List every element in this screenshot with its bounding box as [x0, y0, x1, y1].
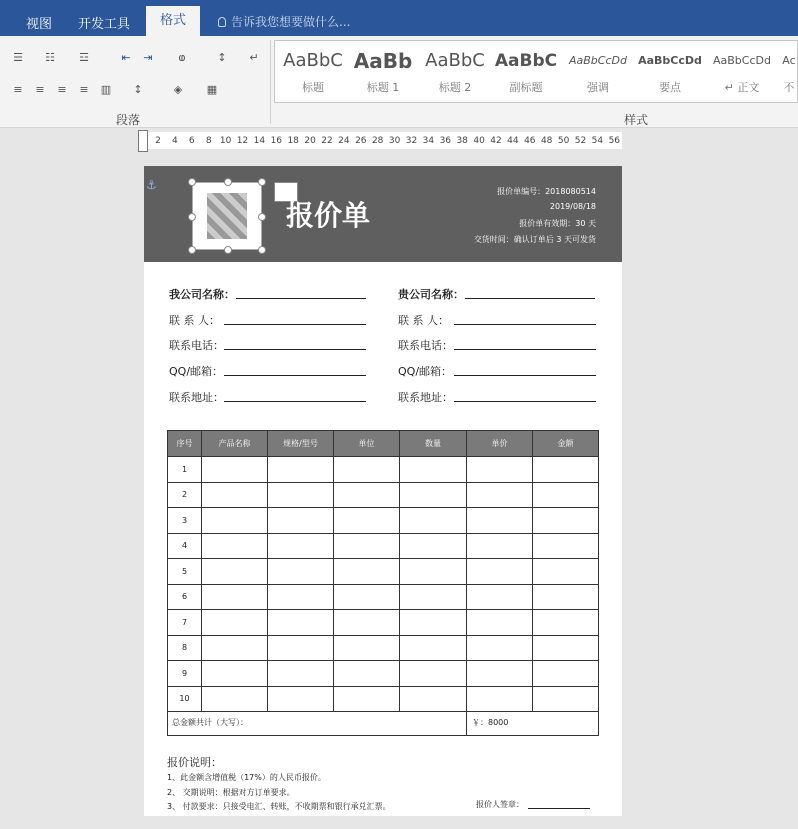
total-divider: [466, 711, 467, 735]
row-index[interactable]: 3: [168, 508, 202, 534]
resize-handle[interactable]: [188, 178, 196, 186]
table-cell[interactable]: [334, 610, 400, 636]
table-cell[interactable]: [268, 584, 334, 610]
justify-icon[interactable]: ≡: [79, 82, 89, 96]
table-cell[interactable]: [400, 610, 467, 636]
table-cell[interactable]: [202, 508, 268, 534]
table-cell[interactable]: [533, 457, 599, 483]
table-cell[interactable]: [268, 686, 334, 712]
resize-handle[interactable]: [224, 178, 232, 186]
table-row: [168, 508, 599, 534]
resize-handle[interactable]: [258, 213, 266, 221]
row-index[interactable]: 7: [168, 610, 202, 636]
ruler-number: 14: [253, 136, 266, 146]
email-label: QQ/邮箱：: [169, 365, 224, 378]
table-cell[interactable]: [202, 482, 268, 508]
resize-handle[interactable]: [188, 246, 196, 254]
table-row: [168, 482, 599, 508]
resize-handle[interactable]: [258, 246, 266, 254]
table-row: [168, 610, 599, 636]
table-cell[interactable]: [467, 661, 533, 687]
ruler-number: 44: [507, 136, 519, 146]
table-cell[interactable]: [334, 559, 400, 585]
table-cell[interactable]: [400, 533, 467, 559]
table-cell[interactable]: [400, 686, 467, 712]
table-cell[interactable]: [467, 686, 533, 712]
address-label: 联系地址：: [169, 391, 224, 404]
client-phone-field[interactable]: [454, 349, 596, 350]
client-company-label: 贵公司名称：: [398, 288, 464, 301]
row-index[interactable]: 6: [168, 584, 202, 610]
row-index[interactable]: 1: [168, 457, 202, 483]
style-strong[interactable]: AaBbCcDd 要点: [638, 54, 702, 94]
ruler-number: 2: [155, 136, 161, 146]
table-cell[interactable]: [467, 584, 533, 610]
our-company-label: 我公司名称：: [169, 288, 235, 301]
client-address-field[interactable]: [454, 401, 596, 402]
anchor-icon: ⚓: [146, 178, 157, 192]
table-cell[interactable]: [268, 559, 334, 585]
table-cell[interactable]: [334, 661, 400, 687]
style-normal[interactable]: AaBbCcDd ↵ 正文: [713, 54, 771, 94]
increase-indent-icon[interactable]: ⇥: [143, 50, 153, 64]
document-page[interactable]: [144, 166, 622, 829]
phone-label: 联系电话：: [169, 339, 224, 352]
sort-icon[interactable]: ↕: [217, 50, 227, 64]
table-row: [168, 457, 599, 483]
table-cell[interactable]: [202, 559, 268, 585]
table-cell[interactable]: [202, 635, 268, 661]
email-field[interactable]: [224, 375, 366, 376]
lightbulb-icon: [218, 17, 226, 27]
company-logo-image[interactable]: [192, 182, 262, 250]
ruler-number: 46: [524, 136, 536, 146]
ruler-number: 34: [422, 136, 435, 146]
client-contact-field[interactable]: [454, 324, 596, 325]
table-cell[interactable]: [467, 610, 533, 636]
table-cell[interactable]: [467, 457, 533, 483]
table-cell[interactable]: [533, 635, 599, 661]
table-cell[interactable]: [400, 584, 467, 610]
quote-header-banner: [144, 166, 622, 262]
our-company-field[interactable]: [236, 298, 366, 299]
shading-icon[interactable]: ◈: [173, 82, 183, 96]
ruler-number: 56: [608, 136, 621, 146]
tell-me-text: 告诉我您想要做什么...: [231, 15, 351, 29]
line-spacing-icon[interactable]: ↕: [133, 82, 143, 96]
contact-label: 联 系 人：: [169, 314, 220, 327]
table-cell[interactable]: [467, 482, 533, 508]
ruler-number: 16: [270, 136, 283, 146]
table-cell[interactable]: [400, 457, 467, 483]
header-unit: 单位: [334, 431, 400, 457]
header-unit-price: 单价: [467, 431, 533, 457]
ruler-number: 54: [591, 136, 604, 146]
table-cell[interactable]: [533, 533, 599, 559]
style-no-spacing[interactable]: Ac 不: [782, 54, 796, 94]
table-cell[interactable]: [268, 533, 334, 559]
table-cell[interactable]: [533, 610, 599, 636]
table-cell[interactable]: [334, 584, 400, 610]
table-cell[interactable]: [533, 482, 599, 508]
style-heading-2[interactable]: AaBbC 标题 2: [425, 50, 485, 94]
borders-icon[interactable]: ▦: [206, 82, 218, 96]
style-subtitle[interactable]: AaBbC 副标题: [494, 51, 558, 94]
document-title: 报价单: [286, 199, 371, 232]
style-emphasis[interactable]: AaBbCcDd 强调: [569, 54, 627, 94]
table-row: [168, 635, 599, 661]
table-cell[interactable]: [202, 661, 268, 687]
row-index[interactable]: 8: [168, 635, 202, 661]
note-item: 3、 付款要求：只接受电汇、转账，不收期票和银行承兑汇票。: [167, 802, 391, 811]
ruler-number: 52: [574, 136, 587, 146]
table-cell[interactable]: [202, 610, 268, 636]
note-item: 1、此金额含增值税（17%）的人民币报价。: [167, 773, 326, 782]
tab-developer[interactable]: 开发工具: [78, 17, 131, 32]
bullet-list-icon[interactable]: ☰: [13, 50, 23, 64]
row-index[interactable]: 4: [168, 533, 202, 559]
table-row: [168, 661, 599, 687]
style-title[interactable]: AaBbC 标题: [283, 50, 343, 94]
resize-handle[interactable]: [224, 246, 232, 254]
table-row: [168, 584, 599, 610]
ruler-number: 30: [388, 136, 401, 146]
table-cell[interactable]: [202, 457, 268, 483]
decrease-indent-icon[interactable]: ⇤: [121, 50, 131, 64]
table-cell[interactable]: [533, 584, 599, 610]
table-cell[interactable]: [400, 635, 467, 661]
ruler-number: 50: [557, 136, 570, 146]
total-value[interactable]: ￥：8000: [472, 718, 509, 727]
contact-field[interactable]: [224, 324, 366, 325]
table-cell[interactable]: [533, 559, 599, 585]
table-cell[interactable]: [268, 635, 334, 661]
client-email-field[interactable]: [454, 375, 596, 376]
ribbon-tab-bar: [0, 0, 798, 36]
table-cell[interactable]: [334, 508, 400, 534]
table-cell[interactable]: [400, 508, 467, 534]
table-cell[interactable]: [334, 533, 400, 559]
table-cell[interactable]: [334, 686, 400, 712]
client-address-label: 联系地址：: [398, 391, 453, 404]
quote-table: [167, 430, 599, 712]
tab-format[interactable]: 格式: [146, 6, 200, 36]
phone-field[interactable]: [224, 349, 366, 350]
ruler-number: 28: [371, 136, 384, 146]
table-cell[interactable]: [533, 661, 599, 687]
header-product: 产品名称: [202, 431, 268, 457]
resize-handle[interactable]: [188, 213, 196, 221]
table-cell[interactable]: [334, 635, 400, 661]
style-heading-1[interactable]: AaBb 标题 1: [353, 49, 413, 94]
client-phone-label: 联系电话：: [398, 339, 453, 352]
table-cell[interactable]: [334, 482, 400, 508]
align-center-icon[interactable]: ≡: [35, 82, 45, 96]
ruler-number: 40: [473, 136, 485, 146]
ruler-number: 8: [205, 136, 212, 146]
ruler-number: 10: [219, 136, 232, 146]
numbered-list-icon[interactable]: ☷: [45, 50, 55, 64]
quote-number: 报价单编号：2018080514: [497, 187, 596, 196]
table-cell[interactable]: [202, 686, 268, 712]
table-row: [168, 559, 599, 585]
address-field[interactable]: [224, 401, 366, 402]
ruler-number: 20: [304, 136, 316, 146]
ruler-number: 12: [236, 136, 249, 146]
ruler-number: 24: [338, 136, 350, 146]
align-left-icon[interactable]: ≡: [13, 82, 23, 96]
table-cell[interactable]: [268, 457, 334, 483]
total-label[interactable]: 总金额共计（大写）：: [172, 718, 248, 727]
indent-marker-icon[interactable]: [138, 130, 148, 152]
multilevel-list-icon[interactable]: ☲: [79, 50, 89, 64]
logo-placeholder: [207, 193, 247, 239]
row-index[interactable]: 5: [168, 559, 202, 585]
horizontal-ruler[interactable]: [0, 128, 798, 154]
client-contact-label: 联 系 人：: [398, 314, 449, 327]
table-cell[interactable]: [533, 686, 599, 712]
tab-view[interactable]: 视图: [26, 17, 53, 32]
row-index[interactable]: 10: [168, 686, 202, 712]
row-index[interactable]: 9: [168, 661, 202, 687]
signature-label: 报价人签章：: [476, 800, 524, 809]
table-cell[interactable]: [467, 508, 533, 534]
client-company-field[interactable]: [465, 298, 595, 299]
table-cell[interactable]: [334, 457, 400, 483]
asian-layout-icon[interactable]: ⱷ: [178, 50, 186, 64]
table-cell[interactable]: [400, 559, 467, 585]
align-right-icon[interactable]: ≡: [57, 82, 67, 96]
ruler-number: 6: [188, 136, 195, 146]
tell-me-search[interactable]: [218, 13, 350, 30]
ruler-number: 36: [439, 136, 452, 146]
ruler-number: 38: [456, 136, 468, 146]
quote-validity: 报价单有效期：30 天: [519, 219, 596, 228]
total-row: [167, 711, 599, 736]
delivery-time: 交货时间：确认订单后 3 天可发货: [473, 235, 596, 244]
signature-field[interactable]: [528, 808, 590, 809]
table-cell[interactable]: [268, 482, 334, 508]
resize-handle[interactable]: [258, 178, 266, 186]
ribbon-toolbar: [0, 36, 798, 128]
table-row: [168, 686, 599, 712]
ruler-number: 18: [287, 136, 299, 146]
table-cell[interactable]: [268, 610, 334, 636]
quote-date: 2019/08/18: [549, 202, 596, 211]
ruler-number: 26: [355, 136, 367, 146]
ruler-number: 4: [172, 136, 178, 146]
window-bottom-edge: [0, 816, 798, 829]
header-index: 序号: [168, 431, 202, 457]
header-amount: 金额: [533, 431, 599, 457]
distributed-icon[interactable]: ▥: [100, 82, 112, 96]
table-header-row: [168, 431, 599, 457]
table-cell[interactable]: [467, 559, 533, 585]
table-cell[interactable]: [400, 661, 467, 687]
row-index[interactable]: 2: [168, 482, 202, 508]
header-quantity: 数量: [400, 431, 467, 457]
header-spec: 规格/型号: [268, 431, 334, 457]
ruler-number: 48: [540, 136, 553, 146]
ruler-number: 22: [321, 136, 333, 146]
styles-gallery: [274, 40, 798, 103]
table-cell[interactable]: [467, 533, 533, 559]
table-cell[interactable]: [467, 635, 533, 661]
ruler-number: 32: [405, 136, 418, 146]
note-item: 2、 交期说明：根据对方订单要求。: [167, 788, 295, 797]
table-row: [168, 533, 599, 559]
show-marks-icon[interactable]: ↵: [249, 50, 259, 64]
client-email-label: QQ/邮箱：: [398, 365, 453, 378]
group-separator: [270, 40, 271, 124]
table-cell[interactable]: [533, 508, 599, 534]
table-cell[interactable]: [202, 584, 268, 610]
styles-group-label: 样式: [624, 113, 649, 127]
ruler-number: 42: [490, 136, 502, 146]
table-cell[interactable]: [268, 661, 334, 687]
notes-title: 报价说明：: [167, 756, 222, 769]
table-cell[interactable]: [400, 482, 467, 508]
table-cell[interactable]: [202, 533, 268, 559]
table-cell[interactable]: [268, 508, 334, 534]
paragraph-group-label: 段落: [116, 113, 141, 127]
